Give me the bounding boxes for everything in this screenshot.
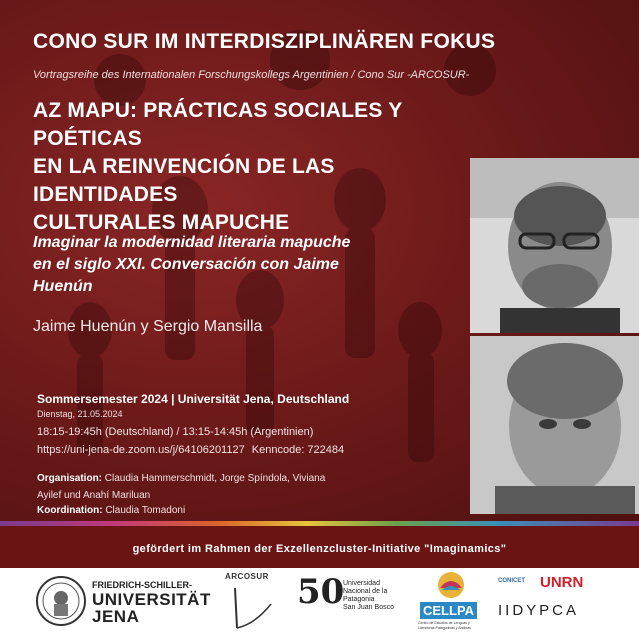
cellpa-logo <box>418 570 484 634</box>
event-title <box>33 97 483 237</box>
uni-name-line: JENA <box>92 607 140 626</box>
unpsjb-number: 50 <box>297 572 345 612</box>
conicet-unrn-iidypca-logo <box>498 572 628 632</box>
event-date: Dienstag, 21.05.2024 <box>37 409 123 419</box>
cellpa-name: CELLPA <box>420 602 477 619</box>
event-title-line: CULTURALES MAPUCHE <box>33 211 290 234</box>
unpsjb-logo <box>297 572 407 632</box>
iidypca-label: IIDYPCA <box>498 602 580 619</box>
arcosur-label: ARCOSUR <box>225 572 269 581</box>
uni-name <box>92 580 211 625</box>
uni-name-line: FRIEDRICH-SCHILLER- <box>92 580 192 590</box>
uni-jena-logo <box>36 574 236 632</box>
unpsjb-name-line: Universidad <box>343 580 380 587</box>
unrn-label: UNRN <box>540 574 584 591</box>
series-title: CONO SUR IM INTERDISZIPLINÄREN FOKUS <box>33 30 496 53</box>
coordination <box>37 505 185 516</box>
uni-name-line: UNIVERSITÄT <box>92 590 211 609</box>
cellpa-emblem-icon <box>436 570 466 600</box>
event-title-line: AZ MAPU: PRÁCTICAS SOCIALES Y POÉTICAS <box>33 99 403 150</box>
unpsjb-name-line: Patagonia <box>343 596 375 603</box>
talk-title <box>33 232 433 298</box>
coordination-label: Koordination: <box>37 505 103 516</box>
arcosur-logo <box>225 572 285 634</box>
semester-info: Sommersemester 2024 | Universität Jena, Deutschland <box>37 392 350 406</box>
zoom-link-row <box>37 444 344 456</box>
speaker-photo-huenun <box>470 158 639 333</box>
organisation-names: Claudia Hammerschmidt, Jorge Spíndola, Viviana Ayilef und Anahí Mariluan <box>37 473 326 501</box>
funding-text: gefördert im Rahmen der Exzellenzcluster-Initiative "Imaginamics" <box>132 543 507 555</box>
speakers: Jaime Huenún y Sergio Mansilla <box>33 318 263 335</box>
event-title-line: EN LA REINVENCIÓN DE LAS IDENTIDADES <box>33 155 335 206</box>
meeting-code: Kenncode: 722484 <box>251 444 345 456</box>
series-subtitle: Vortragsreihe des Internationalen Forschungskollegs Argentinien / Cono Sur -ARCOSUR- <box>33 69 470 81</box>
uni-seal-icon <box>36 576 86 626</box>
unpsjb-name-line: San Juan Bosco <box>343 604 394 611</box>
event-time: 18:15-19:45h (Deutschland) / 13:15-14:45h (Argentinien) <box>37 426 314 438</box>
organisation-label: Organisation: <box>37 473 103 484</box>
talk-title-line: Huenún <box>33 278 93 295</box>
organisation <box>37 470 337 504</box>
talk-title-line: Imaginar la modernidad literaria mapuche <box>33 234 351 251</box>
speaker-photo-mansilla <box>470 336 639 514</box>
conicet-label: CONICET <box>498 578 525 584</box>
unpsjb-name <box>343 580 394 612</box>
logos-bar <box>0 568 639 638</box>
cellpa-subtitle: Centro de Estudios de Lenguas y Literaturas Patagónicas y Andinas <box>418 621 471 630</box>
coordination-name: Claudia Tomadoni <box>105 505 186 516</box>
zoom-link[interactable]: https://uni-jena-de.zoom.us/j/64106201127 <box>37 444 245 456</box>
unpsjb-name-line: Nacional de la <box>343 588 388 595</box>
talk-title-line: en el siglo XXI. Conversación con Jaime <box>33 256 339 273</box>
